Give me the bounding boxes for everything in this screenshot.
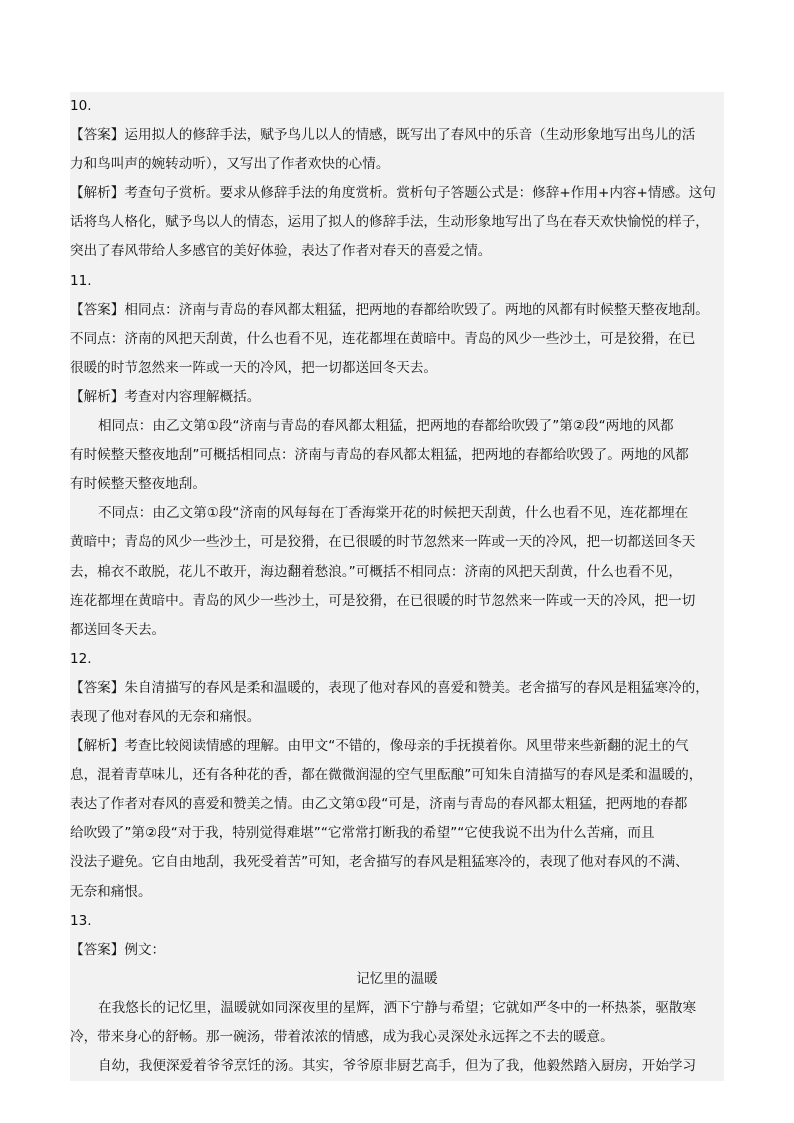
text-line: 给吹毁了”第②段“对于我，特别觉得难堪”“它常常打断我的希望”“它使我说不出为什么苦痛，而且 xyxy=(70,825,655,842)
text-line: 力和鸟叫声的婉转动听），又写出了作者欢快的心情。 xyxy=(70,156,390,173)
text-line: 都送回冬天去。 xyxy=(70,621,166,638)
text-line: 【答案】运用拟人的修辞手法，赋予鸟儿以人的情感，既写出了春风中的乐音（生动形象地写出鸟儿的活 xyxy=(70,127,696,144)
text-line: 有时候整天整夜地刮”可概括相同点：济南与青岛的春风都太粗猛，把两地的春都给吹毁了。两地的风都 xyxy=(70,447,689,464)
text-line: 自幼，我便深爱着爷爷烹饪的汤。其实，爷爷原非厨艺高手，但为了我，他毅然踏入厨房，开始学习 xyxy=(98,1058,697,1075)
text-line: 13. xyxy=(70,912,92,929)
text-line: 在我悠长的记忆里，温暖就如同深夜里的星辉，洒下宁静与希望；它就如严冬中的一杯热茶，驱散寒 xyxy=(98,999,697,1016)
text-line: 【解析】考查比较阅读情感的理解。由甲文“不错的，像母亲的手抚摸着你。风里带来些新翻的泥土的气 xyxy=(70,738,689,755)
text-line: 不同点：济南的风把天刮黄，什么也看不见，连花都埋在黄暗中。青岛的风少一些沙土，可是狡猾，在已 xyxy=(70,330,696,347)
text-line: 话将鸟人格化，赋予鸟以人的情态，运用了拟人的修辞手法，生动形象地写出了鸟在春天欢快愉悦的样子， xyxy=(70,214,709,231)
text-line: 11. xyxy=(70,272,92,289)
text-line: 【解析】考查对内容理解概括。 xyxy=(70,388,261,405)
text-line: 息，混着青草味儿，还有各种花的香，都在微微润湿的空气里酝酿”可知朱自清描写的春风是柔和温暖的， xyxy=(70,767,703,784)
text-line: 【答案】例文： xyxy=(70,941,166,958)
text-line: 有时候整天整夜地刮。 xyxy=(70,476,206,493)
text-line: 不同点：由乙文第①段“济南的风每每在丁香海棠开花的时候把天刮黄，什么也看不见，连花都埋在 xyxy=(98,505,689,522)
answer-text-block xyxy=(70,92,724,1081)
text-line: 表达了作者对春风的喜爱和赞美之情。由乙文第①段“可是，济南与青岛的春风都太粗猛，把两地的春都 xyxy=(70,796,688,813)
essay-title: 记忆里的温暖 xyxy=(356,970,438,987)
text-line: 表现了他对春风的无奈和痛恨。 xyxy=(70,708,261,725)
text-line: 连花都埋在黄暗中。青岛的风少一些沙土，可是狡猾，在已很暖的时节忽然来一阵或一天的冷风，把一切 xyxy=(70,592,696,609)
text-line: 【答案】朱自清描写的春风是柔和温暖的，表现了他对春风的喜爱和赞美。老舍描写的春风是粗猛寒冷的， xyxy=(70,679,709,696)
text-line: 【答案】相同点：济南与青岛的春风都太粗猛，把两地的春都给吹毁了。两地的风都有时候整天整夜地刮。 xyxy=(70,301,709,318)
text-line: 10. xyxy=(70,98,92,114)
text-line: 去，棉衣不敢脱，花儿不敢开，海边翻着愁浪。”可概括不相同点：济南的风把天刮黄，什么也看不见， xyxy=(70,563,682,580)
text-line: 相同点：由乙文第①段“济南与青岛的春风都太粗猛，把两地的春都给吹毁了”第②段“两地的风都 xyxy=(98,418,674,435)
text-line: 没法子避免。它自由地刮，我死受着苦”可知，老舍描写的春风是粗猛寒冷的，表现了他对春风的不满、 xyxy=(70,854,689,871)
text-line: 黄暗中；青岛的风少一些沙土，可是狡猾，在已很暖的时节忽然来一阵或一天的冷风，把一切都送回冬天 xyxy=(70,534,696,551)
text-line: 无奈和痛恨。 xyxy=(70,883,152,900)
text-line: 冷，带来身心的舒畅。那一碗汤，带着浓浓的情感，成为我心灵深处永远挥之不去的暖意。 xyxy=(70,1029,614,1045)
text-line: 很暖的时节忽然来一阵或一天的冷风，把一切都送回冬天去。 xyxy=(70,359,438,376)
text-line: 【解析】考查句子赏析。要求从修辞手法的角度赏析。赏析句子答题公式是：修辞+作用+内容+情感。这句 xyxy=(70,185,716,202)
text-line: 12. xyxy=(70,650,92,667)
text-line: 突出了春风带给人多感官的美好体验，表达了作者对春天的喜爱之情。 xyxy=(70,243,492,260)
